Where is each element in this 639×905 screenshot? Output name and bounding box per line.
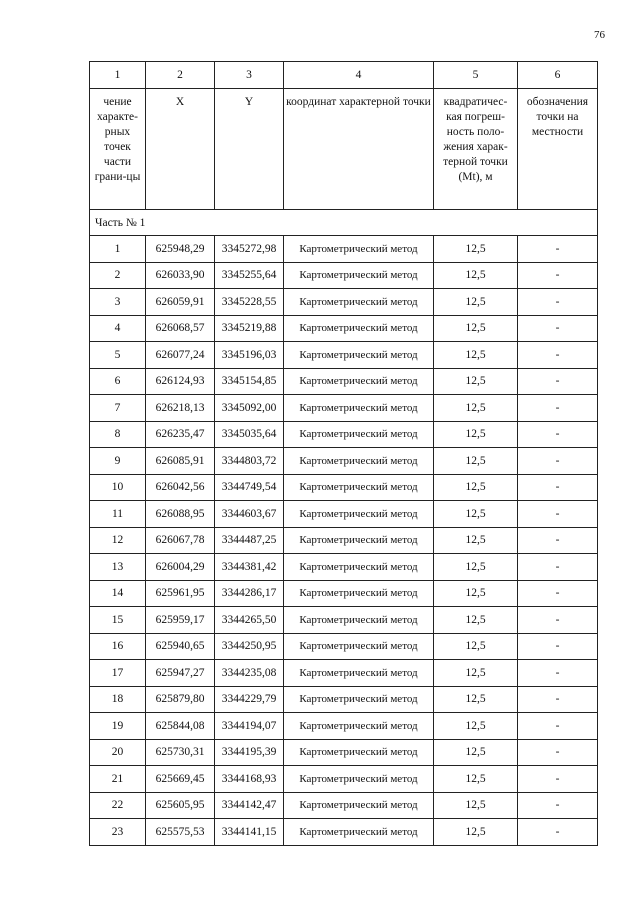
coordinates-table: [89, 61, 598, 846]
marking-cell: -: [518, 660, 598, 687]
error-cell: 12,5: [434, 501, 518, 528]
point-number-cell: 5: [90, 342, 146, 369]
marking-cell: -: [518, 819, 598, 846]
table-row: [90, 819, 598, 846]
error-cell: 12,5: [434, 474, 518, 501]
method-cell: Картометрический метод: [284, 527, 434, 554]
error-cell: 12,5: [434, 686, 518, 713]
table-row: [90, 315, 598, 342]
table-row: [90, 395, 598, 422]
error-cell: 12,5: [434, 766, 518, 793]
column-number: 1: [90, 62, 146, 89]
error-cell: 12,5: [434, 262, 518, 289]
point-number-cell: 20: [90, 739, 146, 766]
y-cell: 3345154,85: [215, 368, 284, 395]
method-cell: Картометрический метод: [284, 713, 434, 740]
x-cell: 625959,17: [146, 607, 215, 634]
x-cell: 626068,57: [146, 315, 215, 342]
point-number-cell: 6: [90, 368, 146, 395]
x-cell: 626085,91: [146, 448, 215, 475]
marking-cell: -: [518, 368, 598, 395]
x-cell: 625575,53: [146, 819, 215, 846]
error-cell: 12,5: [434, 421, 518, 448]
method-cell: Картометрический метод: [284, 766, 434, 793]
table-row: [90, 713, 598, 740]
y-cell: 3344235,08: [215, 660, 284, 687]
x-cell: 625879,80: [146, 686, 215, 713]
method-cell: Картометрический метод: [284, 554, 434, 581]
table-row: [90, 501, 598, 528]
x-cell: 626059,91: [146, 289, 215, 316]
column-header-method: координат характерной точки: [284, 89, 434, 210]
table-row: [90, 554, 598, 581]
column-header-error: квадратичес-кая погреш-ность поло-жения харак-терной точки (Mt), м: [434, 89, 518, 210]
point-number-cell: 1: [90, 236, 146, 263]
x-cell: 626235,47: [146, 421, 215, 448]
marking-cell: -: [518, 289, 598, 316]
method-cell: Картометрический метод: [284, 633, 434, 660]
column-header-row: [90, 89, 598, 210]
column-number: 2: [146, 62, 215, 89]
point-number-cell: 22: [90, 792, 146, 819]
table-row: [90, 766, 598, 793]
method-cell: Картометрический метод: [284, 819, 434, 846]
marking-cell: -: [518, 792, 598, 819]
error-cell: 12,5: [434, 368, 518, 395]
y-cell: 3345196,03: [215, 342, 284, 369]
y-cell: 3344229,79: [215, 686, 284, 713]
method-cell: Картометрический метод: [284, 660, 434, 687]
method-cell: Картометрический метод: [284, 474, 434, 501]
marking-cell: -: [518, 315, 598, 342]
method-cell: Картометрический метод: [284, 289, 434, 316]
table-row: [90, 262, 598, 289]
x-cell: 626042,56: [146, 474, 215, 501]
x-cell: 625948,29: [146, 236, 215, 263]
point-number-cell: 15: [90, 607, 146, 634]
error-cell: 12,5: [434, 713, 518, 740]
method-cell: Картометрический метод: [284, 236, 434, 263]
method-cell: Картометрический метод: [284, 395, 434, 422]
x-cell: 625730,31: [146, 739, 215, 766]
error-cell: 12,5: [434, 289, 518, 316]
part-row: [90, 210, 598, 236]
marking-cell: -: [518, 554, 598, 581]
method-cell: Картометрический метод: [284, 342, 434, 369]
method-cell: Картометрический метод: [284, 739, 434, 766]
point-number-cell: 16: [90, 633, 146, 660]
y-cell: 3344286,17: [215, 580, 284, 607]
column-header-point-number: чение характе-рных точек части грани-цы: [90, 89, 146, 210]
table-body: [90, 62, 598, 846]
marking-cell: -: [518, 713, 598, 740]
table-row: [90, 580, 598, 607]
y-cell: 3344265,50: [215, 607, 284, 634]
y-cell: 3345228,55: [215, 289, 284, 316]
x-cell: 626004,29: [146, 554, 215, 581]
error-cell: 12,5: [434, 633, 518, 660]
marking-cell: -: [518, 262, 598, 289]
marking-cell: -: [518, 580, 598, 607]
y-cell: 3344142,47: [215, 792, 284, 819]
table-row: [90, 739, 598, 766]
method-cell: Картометрический метод: [284, 686, 434, 713]
point-number-cell: 19: [90, 713, 146, 740]
y-cell: 3344803,72: [215, 448, 284, 475]
point-number-cell: 3: [90, 289, 146, 316]
method-cell: Картометрический метод: [284, 501, 434, 528]
column-number-row: [90, 62, 598, 89]
method-cell: Картометрический метод: [284, 262, 434, 289]
method-cell: Картометрический метод: [284, 792, 434, 819]
error-cell: 12,5: [434, 395, 518, 422]
marking-cell: -: [518, 395, 598, 422]
error-cell: 12,5: [434, 739, 518, 766]
y-cell: 3344168,93: [215, 766, 284, 793]
y-cell: 3345035,64: [215, 421, 284, 448]
point-number-cell: 4: [90, 315, 146, 342]
marking-cell: -: [518, 607, 598, 634]
marking-cell: -: [518, 342, 598, 369]
marking-cell: -: [518, 527, 598, 554]
marking-cell: -: [518, 448, 598, 475]
point-number-cell: 7: [90, 395, 146, 422]
marking-cell: -: [518, 501, 598, 528]
y-cell: 3345219,88: [215, 315, 284, 342]
method-cell: Картометрический метод: [284, 580, 434, 607]
x-cell: 626218,13: [146, 395, 215, 422]
y-cell: 3344194,07: [215, 713, 284, 740]
x-cell: 625947,27: [146, 660, 215, 687]
x-cell: 625605,95: [146, 792, 215, 819]
point-number-cell: 14: [90, 580, 146, 607]
x-cell: 626124,93: [146, 368, 215, 395]
method-cell: Картометрический метод: [284, 421, 434, 448]
error-cell: 12,5: [434, 236, 518, 263]
table-row: [90, 792, 598, 819]
method-cell: Картометрический метод: [284, 315, 434, 342]
y-cell: 3344141,15: [215, 819, 284, 846]
x-cell: 626033,90: [146, 262, 215, 289]
error-cell: 12,5: [434, 819, 518, 846]
y-cell: 3344381,42: [215, 554, 284, 581]
point-number-cell: 12: [90, 527, 146, 554]
y-cell: 3344487,25: [215, 527, 284, 554]
x-cell: 625669,45: [146, 766, 215, 793]
column-header-x: X: [146, 89, 215, 210]
error-cell: 12,5: [434, 342, 518, 369]
point-number-cell: 10: [90, 474, 146, 501]
marking-cell: -: [518, 236, 598, 263]
point-number-cell: 18: [90, 686, 146, 713]
table-row: [90, 660, 598, 687]
error-cell: 12,5: [434, 660, 518, 687]
error-cell: 12,5: [434, 315, 518, 342]
error-cell: 12,5: [434, 448, 518, 475]
x-cell: 625844,08: [146, 713, 215, 740]
table-row: [90, 527, 598, 554]
x-cell: 625940,65: [146, 633, 215, 660]
marking-cell: -: [518, 474, 598, 501]
table-row: [90, 289, 598, 316]
column-header-y: Y: [215, 89, 284, 210]
point-number-cell: 9: [90, 448, 146, 475]
table-row: [90, 448, 598, 475]
x-cell: 626077,24: [146, 342, 215, 369]
point-number-cell: 23: [90, 819, 146, 846]
x-cell: 626088,95: [146, 501, 215, 528]
table-row: [90, 607, 598, 634]
point-number-cell: 21: [90, 766, 146, 793]
method-cell: Картометрический метод: [284, 607, 434, 634]
column-number: 6: [518, 62, 598, 89]
point-number-cell: 2: [90, 262, 146, 289]
point-number-cell: 13: [90, 554, 146, 581]
y-cell: 3344195,39: [215, 739, 284, 766]
marking-cell: -: [518, 633, 598, 660]
y-cell: 3344250,95: [215, 633, 284, 660]
table-row: [90, 686, 598, 713]
column-number: 5: [434, 62, 518, 89]
table-row: [90, 633, 598, 660]
y-cell: 3345255,64: [215, 262, 284, 289]
marking-cell: -: [518, 421, 598, 448]
table-row: [90, 368, 598, 395]
table-row: [90, 474, 598, 501]
error-cell: 12,5: [434, 607, 518, 634]
column-header-marking: обозначения точки на местности: [518, 89, 598, 210]
error-cell: 12,5: [434, 554, 518, 581]
y-cell: 3345272,98: [215, 236, 284, 263]
error-cell: 12,5: [434, 580, 518, 607]
point-number-cell: 8: [90, 421, 146, 448]
method-cell: Картометрический метод: [284, 448, 434, 475]
column-number: 4: [284, 62, 434, 89]
error-cell: 12,5: [434, 792, 518, 819]
y-cell: 3344603,67: [215, 501, 284, 528]
marking-cell: -: [518, 739, 598, 766]
x-cell: 626067,78: [146, 527, 215, 554]
column-number: 3: [215, 62, 284, 89]
part-label: Часть № 1: [90, 210, 598, 236]
error-cell: 12,5: [434, 527, 518, 554]
table-row: [90, 342, 598, 369]
marking-cell: -: [518, 686, 598, 713]
method-cell: Картометрический метод: [284, 368, 434, 395]
y-cell: 3344749,54: [215, 474, 284, 501]
table-row: [90, 236, 598, 263]
point-number-cell: 11: [90, 501, 146, 528]
page-number: 76: [594, 29, 605, 41]
table-row: [90, 421, 598, 448]
x-cell: 625961,95: [146, 580, 215, 607]
y-cell: 3345092,00: [215, 395, 284, 422]
marking-cell: -: [518, 766, 598, 793]
point-number-cell: 17: [90, 660, 146, 687]
